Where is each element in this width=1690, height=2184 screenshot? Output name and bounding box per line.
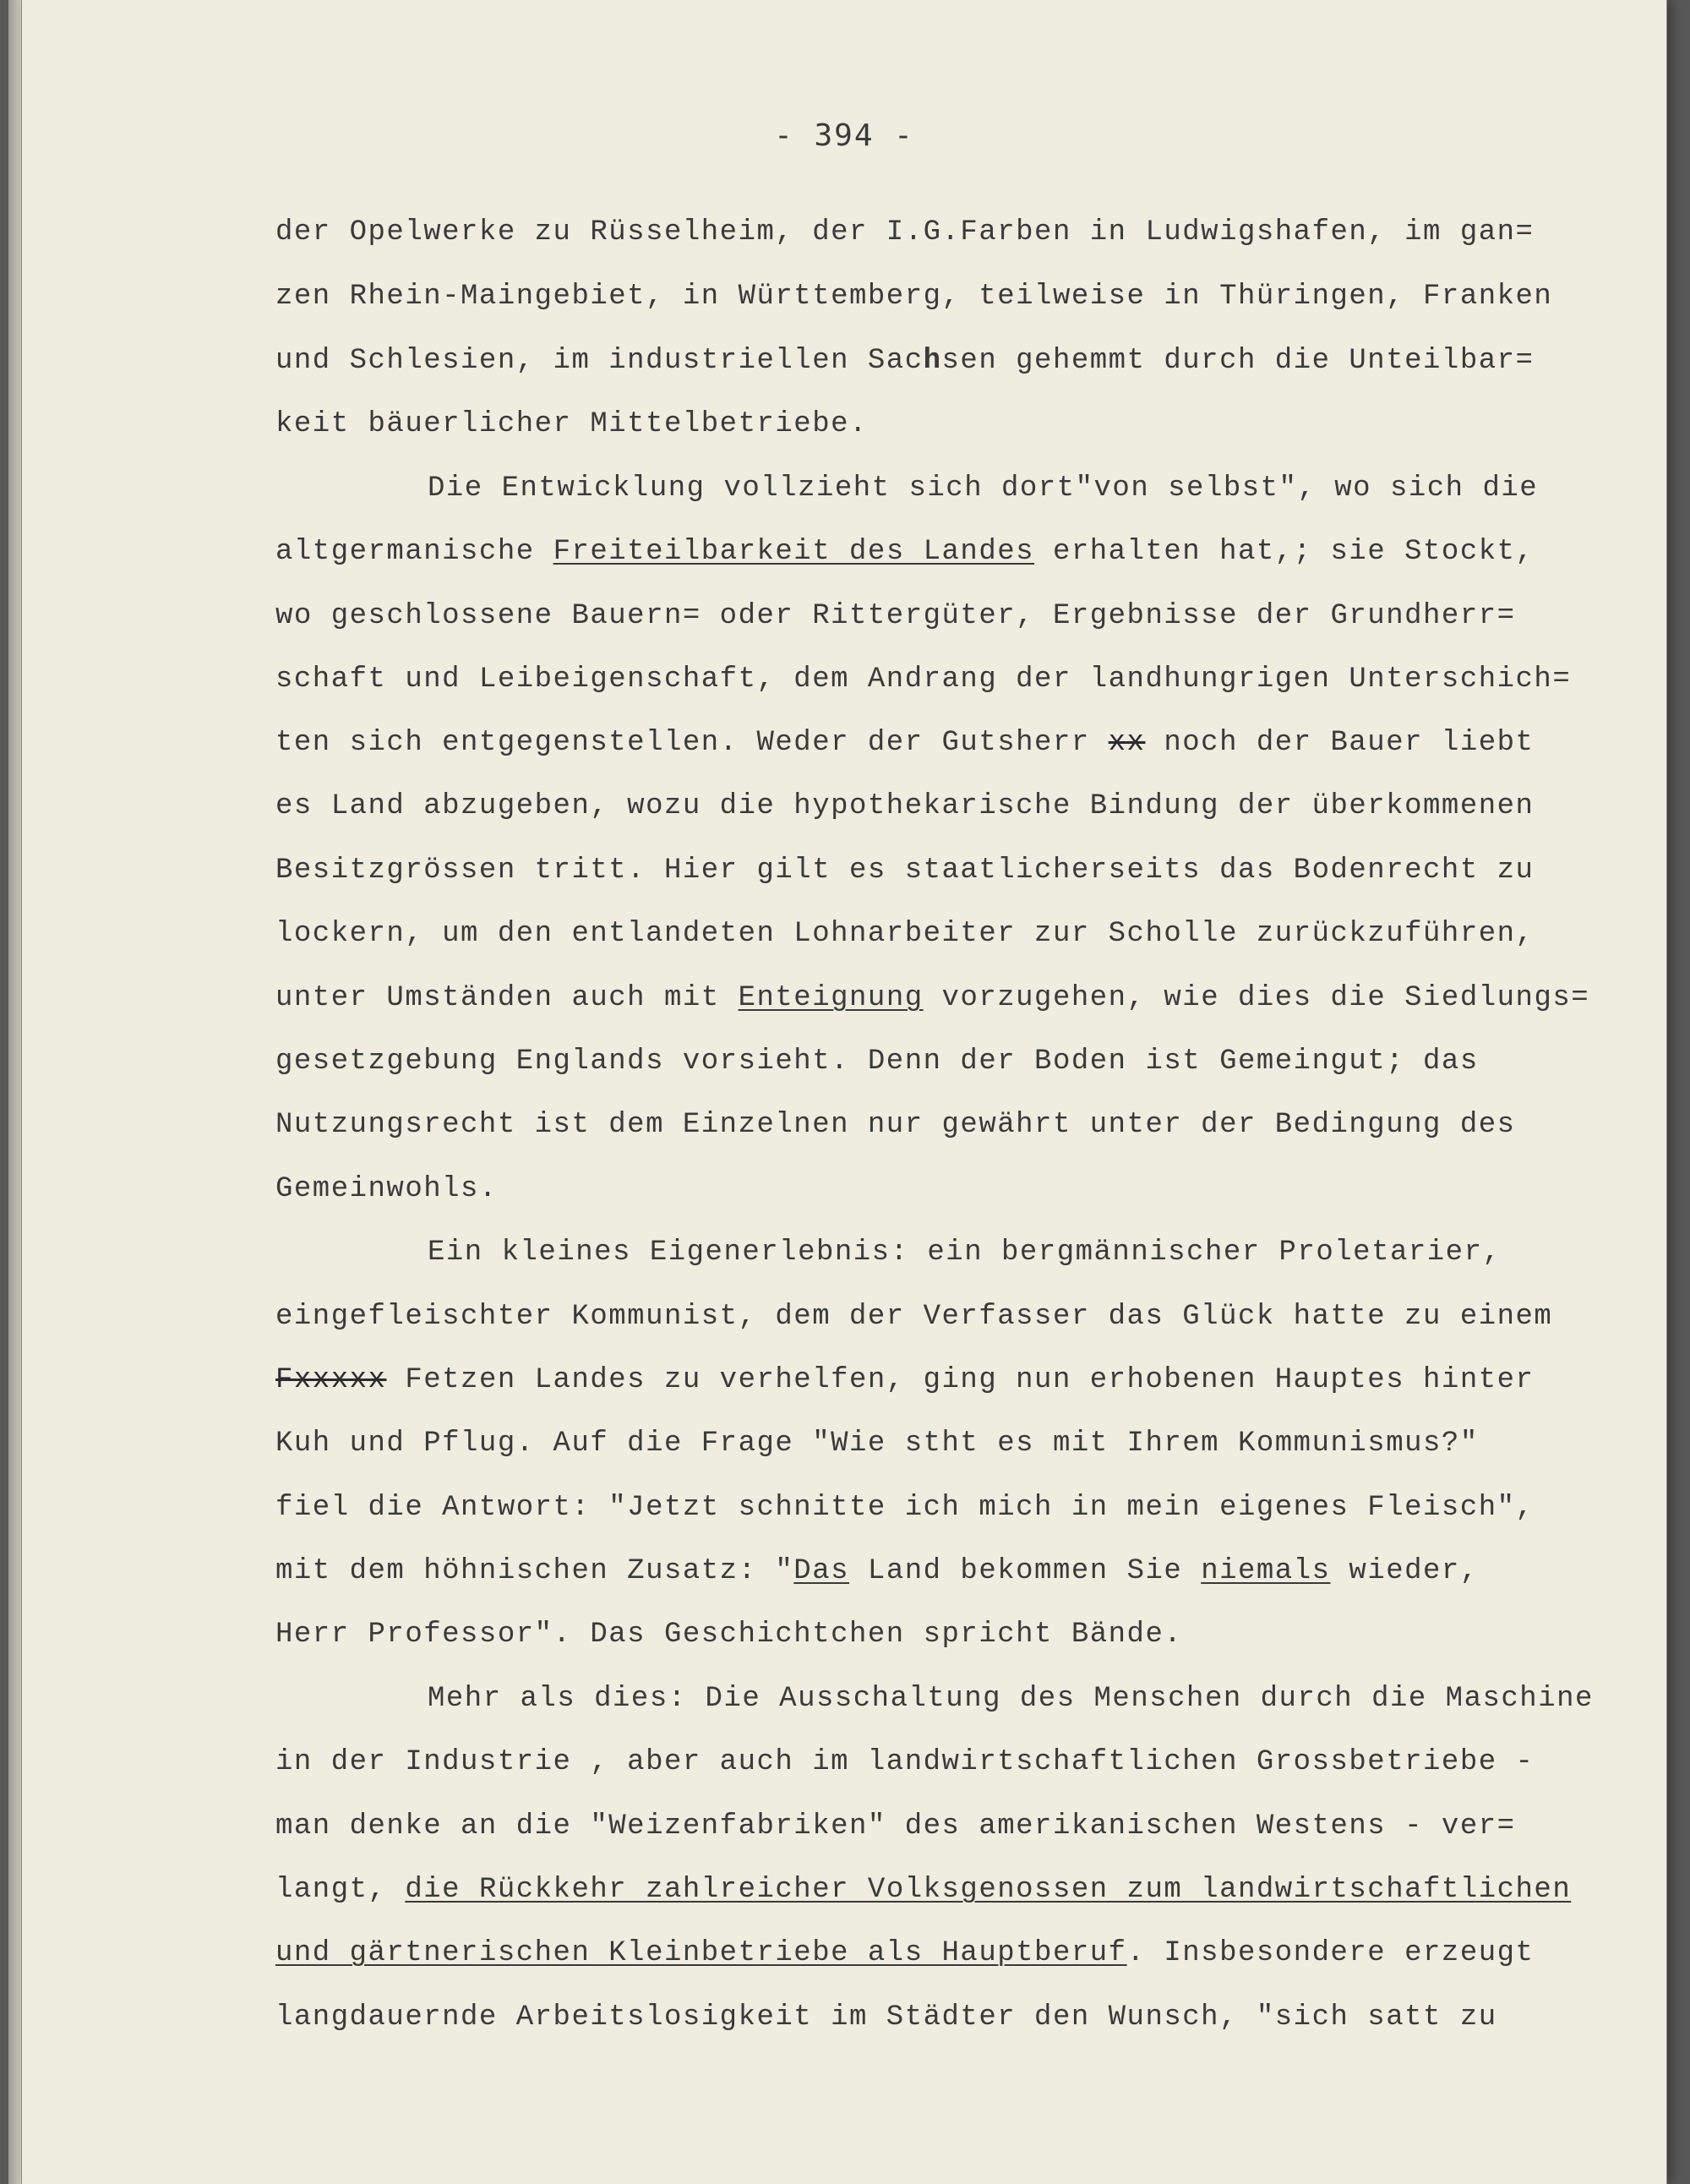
text-line: gesetzgebung Englands vorsieht. Denn der Boden ist Gemeingut; das	[275, 1046, 1479, 1078]
text-line: lockern, um den entlandeten Lohnarbeiter zur Scholle zurückzuführen,	[275, 918, 1535, 950]
underlined-phrase: Das	[793, 1555, 850, 1587]
underlined-phrase: die Rückkehr zahlreicher Volksgenossen zum landwirtschaftlichen	[405, 1874, 1572, 1906]
underlined-phrase: niemals	[1201, 1555, 1331, 1587]
text-segment: wieder,	[1330, 1555, 1479, 1587]
text-line	[275, 535, 1534, 569]
text-line: schaft und Leibeigenschaft, dem Andrang der landhungrigen Unterschich=	[275, 663, 1572, 696]
text-line: Gemeinwohls.	[275, 1173, 498, 1205]
text-segment: altgermanische	[275, 536, 553, 568]
underlined-phrase: und gärtnerischen Kleinbetriebe als Hauptberuf	[275, 1937, 1127, 1969]
typed-correction: h	[923, 345, 942, 377]
text-line	[275, 726, 1534, 760]
text-segment: Land bekommen Sie	[849, 1555, 1202, 1587]
text-line: Herr Professor". Das Geschichtchen spricht Bände.	[275, 1619, 1183, 1651]
underlined-phrase: Freiteilbarkeit des Landes	[553, 536, 1035, 568]
text-segment: vorzugehen, wie dies die Siedlungs=	[923, 982, 1590, 1014]
text-line	[275, 1554, 1479, 1588]
text-segment: sen gehemmt durch die Unteilbar=	[941, 345, 1535, 377]
text-segment: unter Umständen auch mit	[275, 982, 739, 1014]
text-line: fiel die Antwort: "Jetzt schnitte ich mich in mein eigenes Fleisch",	[275, 1492, 1535, 1524]
paragraph-start-line: Die Entwicklung vollzieht sich dort"von selbst", wo sich die	[428, 472, 1539, 505]
text-segment: mit dem höhnischen Zusatz: "	[275, 1555, 794, 1587]
text-segment: . Insbesondere erzeugt	[1126, 1937, 1535, 1969]
text-segment: ten sich entgegenstellen. Weder der Gutsherr	[275, 727, 1109, 759]
struck-out-text: Fxxxxx	[275, 1364, 387, 1396]
struck-out-text: xx	[1108, 727, 1146, 759]
text-line: Kuh und Pflug. Auf die Frage "Wie stht es mit Ihrem Kommunismus?"	[275, 1428, 1479, 1460]
paragraph-start-line: Ein kleines Eigenerlebnis: ein bergmännischer Proletarier,	[428, 1237, 1502, 1269]
underlined-phrase: Enteignung	[738, 982, 924, 1014]
text-line	[275, 1873, 1571, 1907]
text-segment: langt,	[275, 1874, 406, 1906]
text-line	[275, 344, 1534, 378]
text-line: langdauernde Arbeitslosigkeit im Städter den Wunsch, "sich satt zu	[275, 2001, 1497, 2034]
paragraph-start-line: Mehr als dies: Die Ausschaltung des Menschen durch die Maschine	[428, 1683, 1594, 1715]
text-line: zen Rhein-Maingebiet, in Württemberg, teilweise in Thüringen, Franken	[275, 281, 1553, 313]
text-line: der Opelwerke zu Rüsselheim, der I.G.Farben in Ludwigshafen, im gan=	[275, 216, 1535, 248]
text-line: eingefleischter Kommunist, dem der Verfasser das Glück hatte zu einem	[275, 1301, 1553, 1333]
text-segment: Fetzen Landes zu verhelfen, ging nun erhobenen Hauptes hinter	[386, 1364, 1535, 1396]
text-line	[275, 981, 1589, 1015]
text-segment: und Schlesien, im industriellen Sac	[275, 345, 924, 377]
text-line: man denke an die "Weizenfabriken" des amerikanischen Westens - ver=	[275, 1810, 1516, 1843]
page-number: - 394 -	[774, 118, 914, 153]
document-page	[22, 0, 1666, 2184]
text-line: Nutzungsrecht ist dem Einzelnen nur gewährt unter der Bedingung des	[275, 1109, 1516, 1141]
text-line: wo geschlossene Bauern= oder Rittergüter, Ergebnisse der Grundherr=	[275, 600, 1516, 632]
text-line: keit bäuerlicher Mittelbetriebe.	[275, 408, 868, 440]
text-segment: noch der Bauer liebt	[1145, 727, 1535, 759]
text-line: es Land abzugeben, wozu die hypothekarische Bindung der überkommenen	[275, 790, 1535, 822]
text-line: Besitzgrössen tritt. Hier gilt es staatlicherseits das Bodenrecht zu	[275, 854, 1535, 887]
text-line	[275, 1936, 1534, 1970]
text-segment: erhalten hat,; sie Stockt,	[1034, 536, 1535, 568]
text-line: in der Industrie , aber auch im landwirtschaftlichen Grossbetriebe -	[275, 1746, 1535, 1778]
text-line	[275, 1363, 1534, 1397]
